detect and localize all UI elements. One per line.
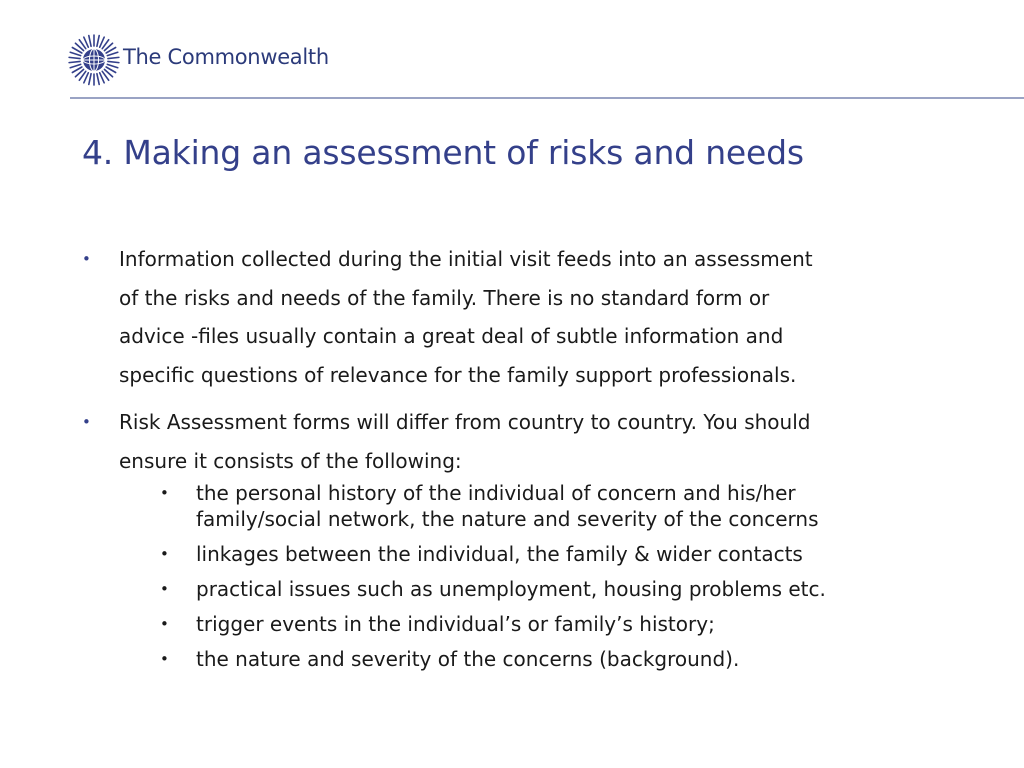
bullet-line: Risk Assessment forms will differ from country to country. You should [119,410,811,434]
sub-bullet-dot-icon: • [160,484,169,502]
sub-bullet-line: trigger events in the individual’s or family’s history; [196,612,715,636]
slide-header [0,0,1024,98]
sub-bullet-dot-icon: • [160,615,169,633]
header-divider [70,97,1024,99]
sub-bullet-item [157,541,980,567]
sub-bullet-item [157,480,980,532]
sub-bullet-dot-icon: • [160,580,169,598]
bullet-item [80,403,980,480]
bullet-line: ensure it consists of the following: [119,448,462,473]
bullet-line: of the risks and needs of the family. There is no standard form or [119,285,770,310]
bullet-dot-icon: • [82,413,91,431]
slide-title: 4. Making an assessment of risks and needs [82,133,804,172]
sub-bullet-line: the personal history of the individual of concern and his/her [196,481,796,505]
bullet-item [80,240,980,394]
sub-bullet-dot-icon: • [160,650,169,668]
sub-bullet-dot-icon: • [160,545,169,563]
sub-bullet-item [157,646,980,672]
bullet-dot-icon: • [82,250,91,268]
sub-bullet-line: practical issues such as unemployment, housing problems etc. [196,577,826,601]
sub-bullet-line: the nature and severity of the concerns (background). [196,647,740,671]
sub-bullet-item [157,611,980,637]
sub-bullet-item [157,576,980,602]
sub-bullet-line: family/social network, the nature and severity of the concerns [196,507,819,531]
sub-bullet-line: linkages between the individual, the family & wider contacts [196,542,803,566]
bullet-line: specific questions of relevance for the family support professionals. [119,362,797,387]
bullet-line: advice -files usually contain a great deal of subtle information and [119,324,784,348]
sub-bullet-list [80,480,980,672]
commonwealth-globe-icon [68,34,120,86]
brand-name: The Commonwealth [123,45,329,69]
slide-content [80,240,980,681]
bullet-line: Information collected during the initial visit feeds into an assessment [119,247,813,271]
